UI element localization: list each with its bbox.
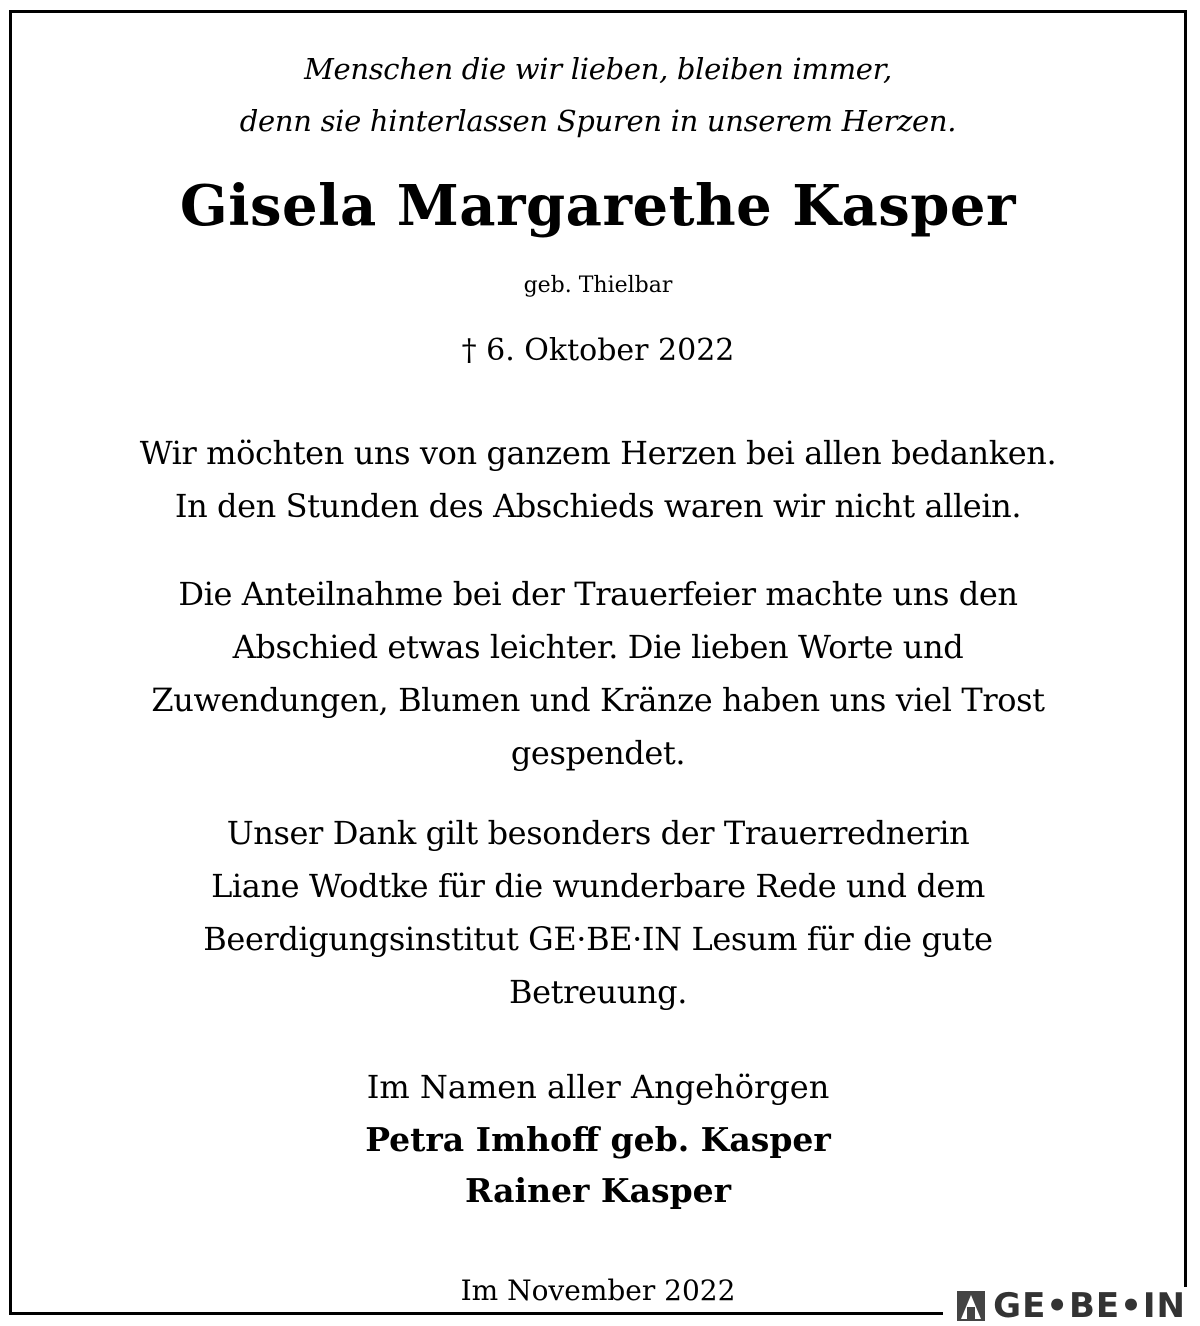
motto-verse — [12, 43, 1184, 147]
notice-date: Im November 2022 — [460, 1274, 736, 1307]
paragraph-line: Abschied etwas leichter. Die lieben Worte und — [232, 628, 964, 666]
signoff-text: Im Namen aller Angehörgen — [366, 1068, 830, 1106]
paragraph-line: Zuwendungen, Blumen und Kränze haben uns viel Trost — [151, 681, 1045, 719]
paragraph-line: In den Stunden des Abschieds waren wir nicht allein. — [174, 487, 1022, 525]
death-date: † 6. Oktober 2022 — [461, 333, 735, 368]
motto-line-2: denn sie hinterlassen Spuren in unserem Herzen. — [239, 104, 957, 138]
signer-name: Petra Imhoff geb. Kasper — [365, 1120, 831, 1159]
thanks-paragraph-3 — [12, 807, 1184, 1019]
gebein-logo — [943, 1287, 1192, 1325]
logo-text: GE•BE•IN — [993, 1286, 1186, 1326]
signer-name: Rainer Kasper — [464, 1171, 732, 1210]
gebein-logo-icon — [957, 1291, 985, 1321]
paragraph-line: Wir möchten uns von ganzem Herzen bei allen bedanken. — [139, 434, 1057, 472]
thanks-paragraph-2 — [12, 568, 1184, 780]
maiden-name: geb. Thielbar — [523, 273, 673, 298]
paragraph-line: gespendet. — [510, 734, 686, 772]
paragraph-line: Die Anteilnahme bei der Trauerfeier machte uns den — [178, 575, 1018, 613]
deceased-name: Gisela Margarethe Kasper — [179, 173, 1017, 239]
paragraph-line: Unser Dank gilt besonders der Trauerrednerin — [226, 814, 970, 852]
paragraph-line: Beerdigungsinstitut GE·BE·IN Lesum für die gute — [203, 920, 993, 958]
motto-line-1: Menschen die wir lieben, bleiben immer, — [304, 52, 892, 86]
thanks-paragraph-1 — [12, 427, 1184, 533]
paragraph-line: Liane Wodtke für die wunderbare Rede und dem — [211, 867, 985, 905]
paragraph-line: Betreuung. — [508, 973, 688, 1011]
